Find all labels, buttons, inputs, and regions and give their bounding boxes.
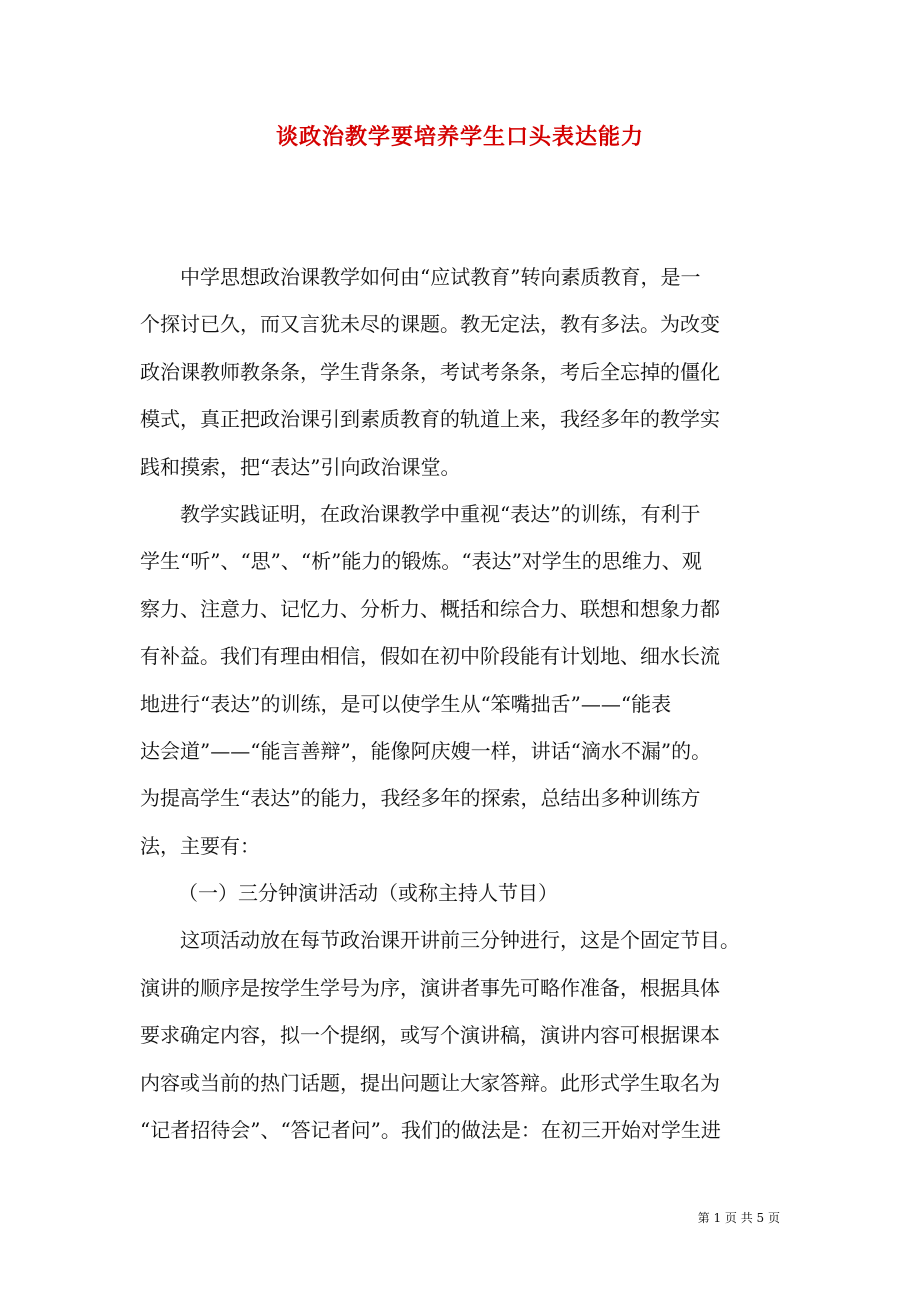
body-line: 有补益。我们有理由相信，假如在初中阶段能有计划地、细水长流 xyxy=(140,644,720,669)
body-line: 学生“听”、“思”、“析”能力的锻炼。“表达”对学生的思维力、观 xyxy=(140,549,702,574)
document-body xyxy=(140,262,800,1162)
body-line: 为提高学生“表达”的能力，我经多年的探索，总结出多种训练方 xyxy=(140,786,701,811)
body-line: 模式，真正把政治课引到素质教育的轨道上来，我经多年的教学实 xyxy=(140,407,720,432)
body-line: 个探讨已久，而又言犹未尽的课题。教无定法，教有多法。为改变 xyxy=(140,312,720,337)
body-line: 察力、注意力、记忆力、分析力、概括和综合力、联想和想象力都 xyxy=(140,596,720,621)
body-line: 这项活动放在每节政治课开讲前三分钟进行，这是个固定节目。 xyxy=(180,928,740,953)
section-heading: （一）三分钟演讲活动（或称主持人节目） xyxy=(178,881,558,906)
body-line: 要求确定内容，拟一个提纲，或写个演讲稿，演讲内容可根据课本 xyxy=(140,1023,720,1048)
body-line: 地进行“表达”的训练，是可以使学生从“笨嘴拙舌”——“能表 xyxy=(140,691,672,716)
body-line: 践和摸索，把“表达”引向政治课堂。 xyxy=(140,454,461,479)
document-title: 谈政治教学要培养学生口头表达能力 xyxy=(275,124,644,150)
body-line: 教学实践证明，在政治课教学中重视“表达”的训练，有利于 xyxy=(180,501,701,526)
body-line: “记者招待会”、“答记者问”。我们的做法是：在初三开始对学生进 xyxy=(140,1118,721,1143)
body-line: 演讲的顺序是按学生学号为序，演讲者事先可略作准备，根据具体 xyxy=(140,975,720,1000)
body-line: 达会道”——“能言善辩”，能像阿庆嫂一样，讲话“滴水不漏”的。 xyxy=(140,738,712,763)
page-number: 第 1 页 共 5 页 xyxy=(697,1211,780,1225)
body-line: 政治课教师教条条，学生背条条，考试考条条，考后全忘掉的僵化 xyxy=(140,359,720,384)
body-line: 中学思想政治课教学如何由“应试教育”转向素质教育，是一 xyxy=(180,265,701,289)
body-line: 内容或当前的热门话题，提出问题让大家答辩。此形式学生取名为 xyxy=(140,1070,720,1095)
body-line: 法，主要有： xyxy=(140,833,260,858)
